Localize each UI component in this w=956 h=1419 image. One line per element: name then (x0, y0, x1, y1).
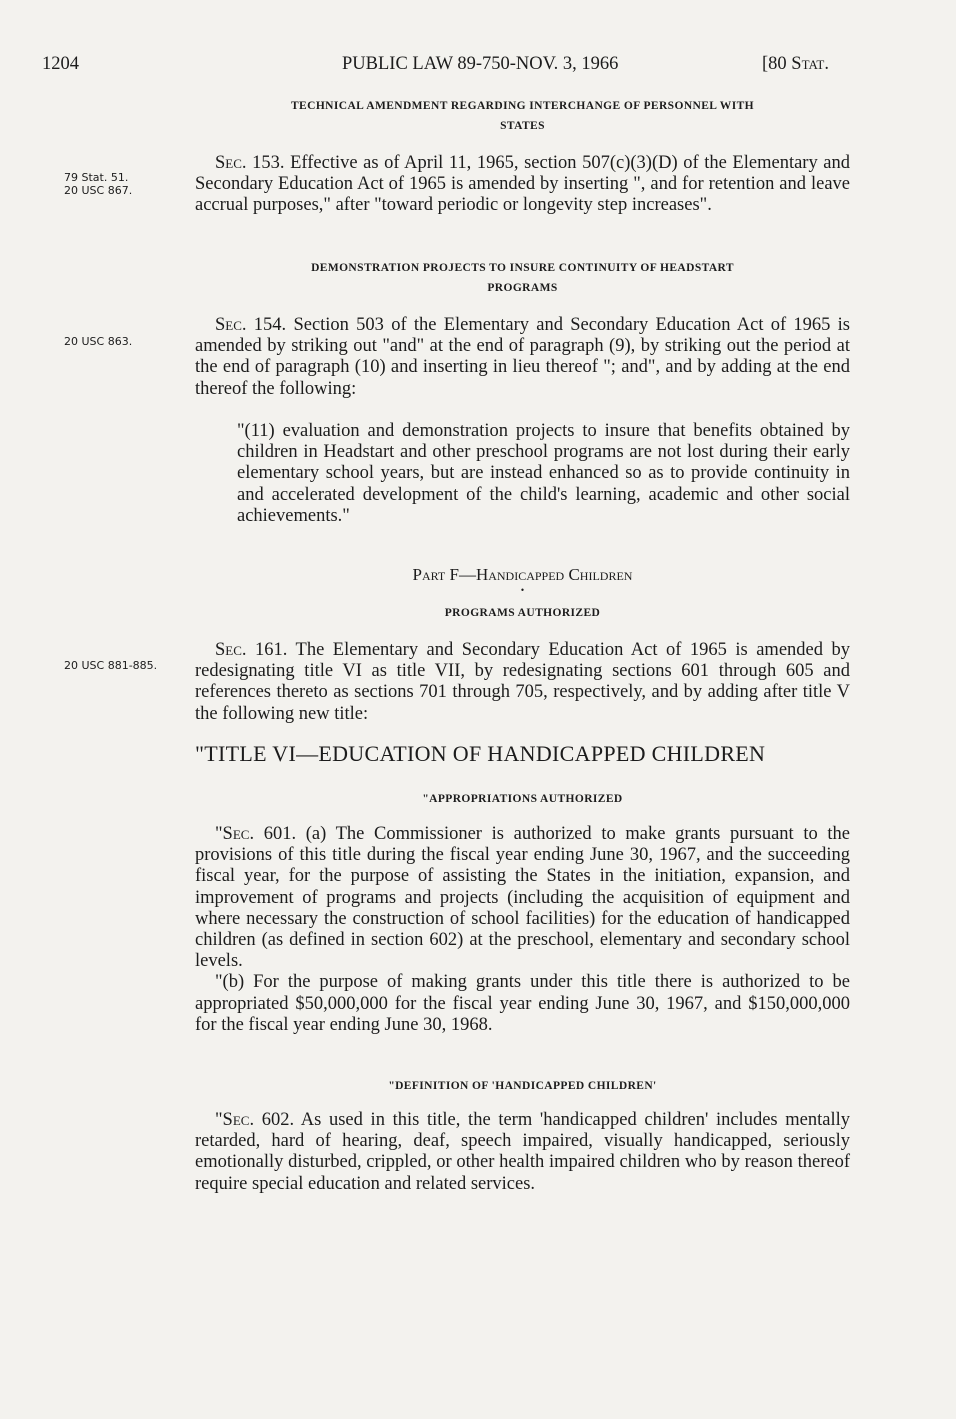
margin-note-1-line1: 79 Stat. 51. (64, 171, 129, 184)
definition-heading: "DEFINITION OF 'HANDICAPPED CHILDREN' (388, 1080, 657, 1092)
sec601a-text: (a) The Commissioner is authorized to make grants pursuant to the provisions of this title during the fiscal year ending June 30, 1967, and the succeeding fiscal year, for the purpose of assisting the States in the initiation, expansion, and improvement of programs and projects (including the acquisition of equipment and where necessary the construction of school facilities) for the education of handicapped children (as defined in section 602) at the preschool, elementary and secondary school levels. (195, 824, 850, 972)
sec154-heading-line1: DEMONSTRATION PROJECTS TO INSURE CONTINUITY OF HEADSTART (311, 262, 734, 274)
sec601-label: "Sec. 601. (215, 824, 297, 844)
margin-note-3: 20 USC 881-885. (64, 659, 158, 672)
appropriations-heading: "APPROPRIATIONS AUTHORIZED (422, 793, 623, 805)
sec602-paragraph (195, 1110, 850, 1195)
sec601-block (195, 824, 850, 1036)
stat-reference: [80 Stat. (762, 54, 829, 74)
sec153-paragraph (195, 153, 850, 217)
bullet-separator: • (520, 586, 525, 595)
sec154-quote-text: "(11) evaluation and demonstration projects to insure that benefits obtained by children in Headstart and other preschool programs are not lost during their early elementary school years, but are instead enhanced so as to provide continuity in and accelerated development of the child's learning, academic and other social achievements." (237, 421, 850, 526)
sec153-text: Effective as of April 11, 1965, section 507(c)(3)(D) of the Elementary and Secondary Education Act of 1965 is amended by inserting ", and for retention and leave accrual purposes," after "toward periodic or longevity step increases". (195, 153, 851, 216)
programs-authorized-heading: PROGRAMS AUTHORIZED (444, 607, 601, 619)
sec161-paragraph (195, 640, 850, 725)
margin-note-2: 20 USC 863. (64, 335, 133, 348)
sec154-heading (195, 258, 850, 298)
sec154-label: Sec. 154. (215, 315, 287, 335)
title-vi-heading: "TITLE VI—EDUCATION OF HANDICAPPED CHILDREN (195, 741, 766, 766)
running-title: PUBLIC LAW 89-750-NOV. 3, 1966 (342, 54, 619, 74)
sec602-text: As used in this title, the term 'handicapped children' includes mentally retarded, hard of hearing, deaf, speech impaired, visually handicapped, seriously emotionally disturbed, crippled, or other health impaired children who by reason thereof require special education and related services. (195, 1110, 851, 1194)
sec154-heading-line2: PROGRAMS (487, 282, 558, 294)
part-f-title: Part F—Handicapped Children (412, 565, 633, 584)
page-number: 1204 (42, 54, 79, 74)
margin-note-1 (64, 171, 132, 197)
sec602-label: "Sec. 602. (215, 1110, 295, 1130)
margin-note-1-line2: 20 USC 867. (64, 184, 133, 197)
sec601b-text: "(b) For the purpose of making grants under this title there is authorized to be appropriated $50,000,000 for the fiscal year ending June 30, 1967, and $150,000,000 for the fiscal year ending June 30, 1968. (195, 972, 850, 1035)
sec153-label: Sec. 153. (215, 153, 285, 173)
sec161-label: Sec. 161. (215, 640, 288, 660)
sec154-text: Section 503 of the Elementary and Secondary Education Act of 1965 is amended by striking out "and" at the end of paragraph (9), by striking out the period at the end of paragraph (10) and inserting in lieu thereof "; and", and by adding at the end thereof the following: (195, 315, 851, 399)
sec153-heading (195, 96, 850, 136)
sec161-text: The Elementary and Secondary Education Act of 1965 is amended by redesignating title VI as title VII, by redesignating sections 601 through 605 and references thereto as sections 701 through 705, respectively, and by adding after title V the following new title: (195, 640, 850, 724)
sec154-quote (237, 421, 850, 527)
sec153-heading-line1: TECHNICAL AMENDMENT REGARDING INTERCHANGE OF PERSONNEL WITH (290, 100, 754, 112)
sec154-paragraph (195, 315, 850, 400)
sec153-heading-line2: STATES (500, 120, 545, 132)
